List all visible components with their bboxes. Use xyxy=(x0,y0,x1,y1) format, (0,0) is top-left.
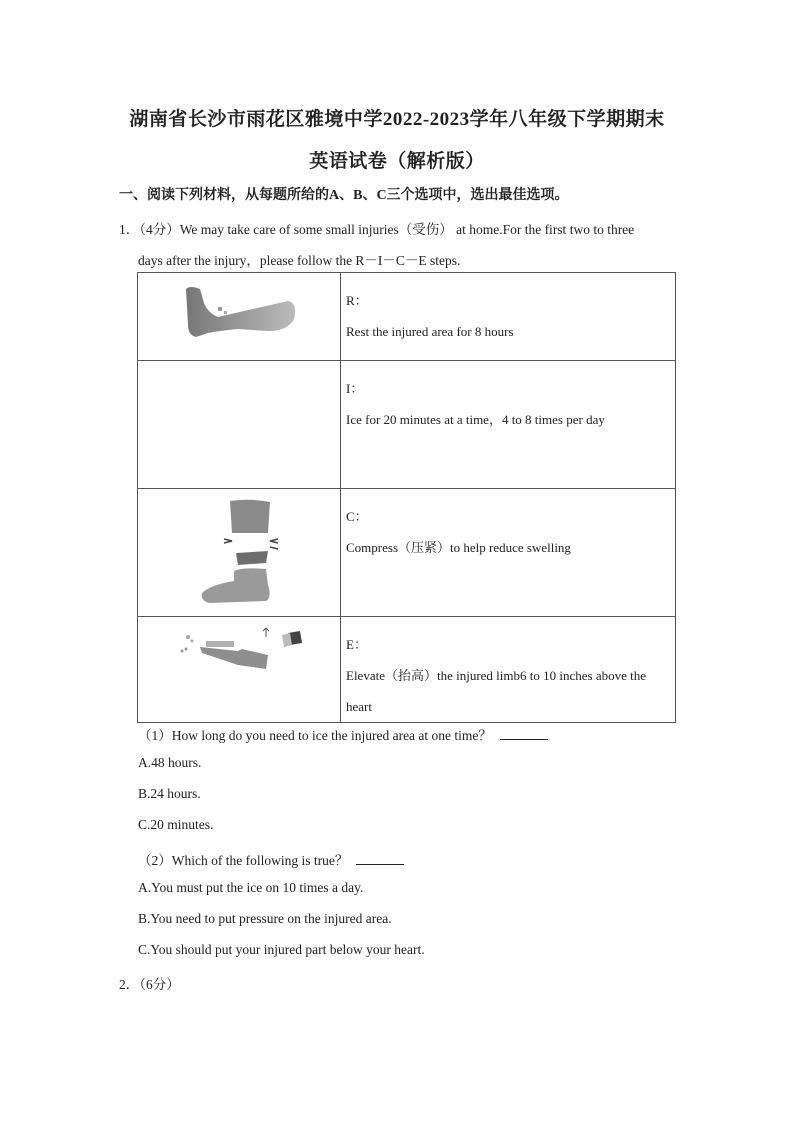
section-heading: 一、阅读下列材料，从每题所给的A、B、C三个选项中，选出最佳选项。 xyxy=(119,188,569,203)
step-e-text: Elevate（抬高）the injured limb6 to 10 inches above the heart xyxy=(346,668,647,714)
step-r-text: Rest the injured area for 8 hours xyxy=(346,324,514,339)
table-row xyxy=(138,273,676,361)
question1-intro-text: We may take care of some small injuries（受伤） at home.For the first two to three xyxy=(179,222,635,237)
question1-intro-line2: days after the injury，please follow the R－I－C－E steps. xyxy=(138,253,461,268)
rice-steps-table xyxy=(137,272,676,723)
option-c: C.You should put your injured part below your heart. xyxy=(138,942,425,957)
answer-blank xyxy=(500,727,548,740)
question1-number: 1．（4分） xyxy=(119,222,180,237)
question1-intro-line1 xyxy=(119,218,634,238)
step-c-letter: C： xyxy=(346,509,368,524)
table-row xyxy=(138,617,676,723)
document-title-line2: 英语试卷（解析版） xyxy=(309,151,485,172)
step-c-cell xyxy=(341,489,676,617)
table-row xyxy=(138,361,676,489)
answer-blank xyxy=(356,852,404,865)
elevated-leg-illustration xyxy=(138,617,340,713)
option-a: A.48 hours. xyxy=(138,755,202,770)
step-c-text: Compress（压紧）to help reduce swelling xyxy=(346,540,571,555)
table-row xyxy=(138,489,676,617)
option-b: B.24 hours. xyxy=(138,786,201,801)
step-e-cell xyxy=(341,617,676,723)
sub-question-1 xyxy=(138,724,548,744)
sub-question-2-prompt: （2）Which of the following is true？ xyxy=(138,853,349,868)
option-b: B.You need to put pressure on the injured area. xyxy=(138,911,392,926)
step-r-cell xyxy=(341,273,676,361)
document-title-line1: 湖南省长沙市雨花区雅境中学2022-2023学年八年级下学期期末 xyxy=(129,109,665,130)
sub-question-2 xyxy=(138,849,404,869)
resting-leg-illustration xyxy=(138,273,340,361)
ice-image-cell xyxy=(138,361,341,489)
sub-question-1-prompt: （1）How long do you need to ice the injured area at one time？ xyxy=(138,728,492,743)
step-r-letter: R： xyxy=(346,293,368,308)
step-e-letter: E： xyxy=(346,637,367,652)
compress-leg-illustration xyxy=(138,489,340,617)
compress-image-cell xyxy=(138,489,341,617)
option-c: C.20 minutes. xyxy=(138,817,214,832)
step-i-text: Ice for 20 minutes at a time，4 to 8 times per day xyxy=(346,412,605,427)
step-i-cell xyxy=(341,361,676,489)
rest-image-cell xyxy=(138,273,341,361)
question2-number: 2．（6分） xyxy=(119,977,180,992)
option-a: A.You must put the ice on 10 times a day. xyxy=(138,880,364,895)
step-i-letter: I： xyxy=(346,381,364,396)
elevate-image-cell xyxy=(138,617,341,723)
